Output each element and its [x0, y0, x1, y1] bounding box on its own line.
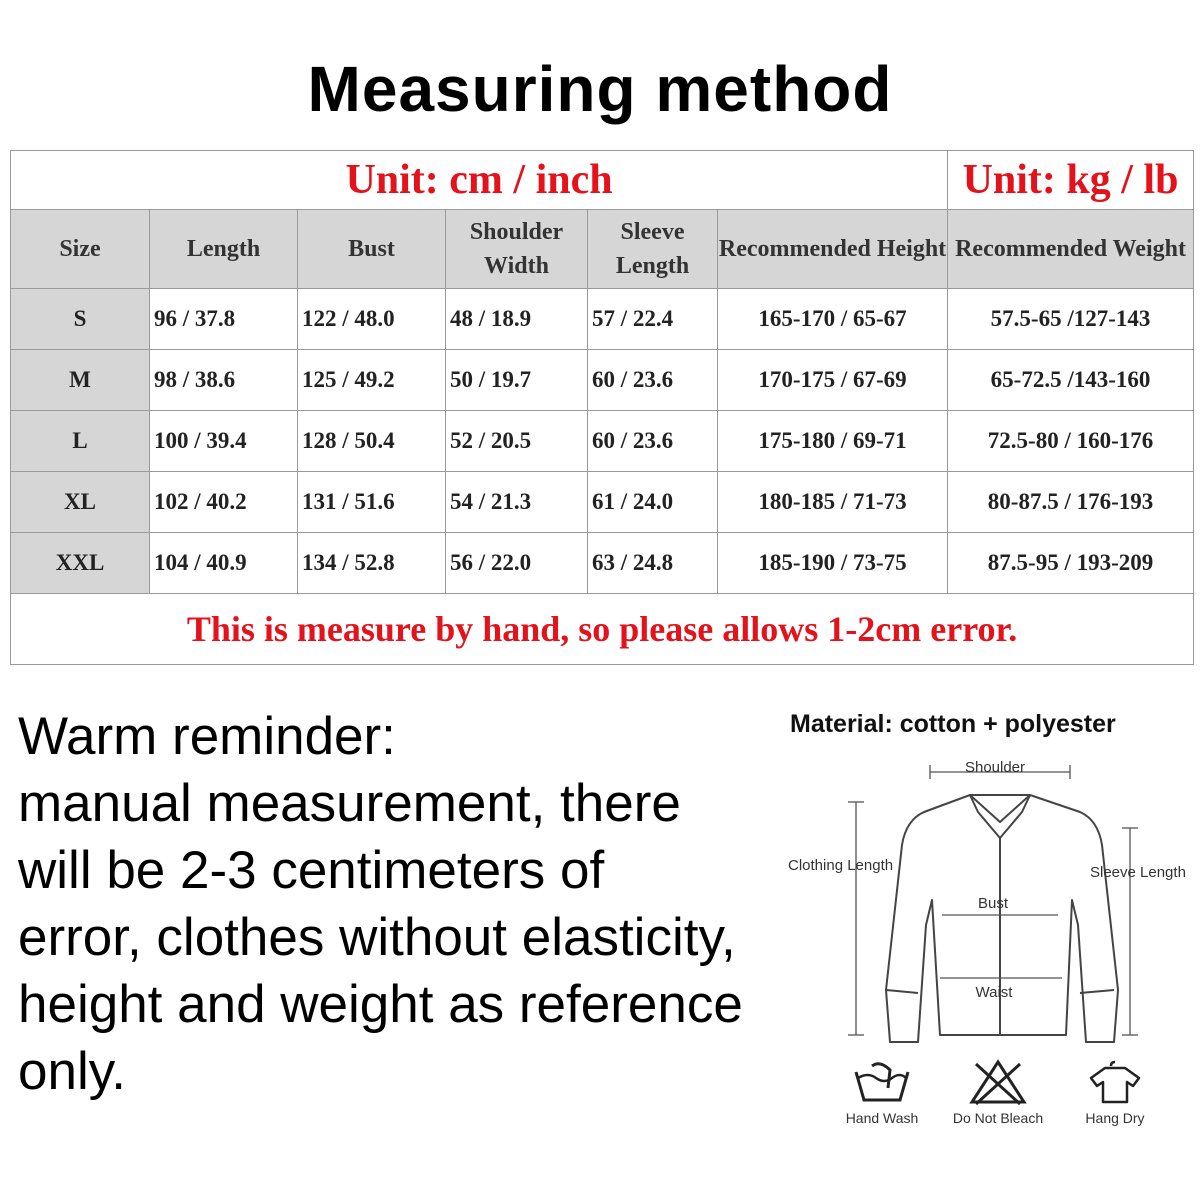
- shoulder-cell: 54 / 21.3: [446, 472, 588, 533]
- unit-measure: Unit: cm / inch: [11, 151, 948, 210]
- size-chart-table: [10, 150, 1194, 665]
- error-note-row: [11, 594, 1194, 665]
- care-do-not-bleach: [938, 1058, 1058, 1126]
- diagram-label-waist: Waist: [975, 984, 1013, 1001]
- table-row: [11, 533, 1194, 594]
- column-header: Recommended Height: [718, 210, 948, 289]
- weight-cell: 87.5-95 / 193-209: [948, 533, 1194, 594]
- column-header: Bust: [298, 210, 446, 289]
- diagram-label-bust: Bust: [977, 895, 1009, 912]
- shoulder-cell: 52 / 20.5: [446, 411, 588, 472]
- table-row: [11, 289, 1194, 350]
- care-label: Hand Wash: [845, 1110, 919, 1126]
- reminder-line: will be 2-3 centimeters of: [18, 841, 605, 900]
- unit-row: [11, 151, 1194, 210]
- bust-cell: 125 / 49.2: [298, 350, 446, 411]
- height-cell: 165-170 / 65-67: [718, 289, 948, 350]
- diagram-label-sleeve-length: Sleeve Length: [1090, 864, 1186, 881]
- length-cell: 100 / 39.4: [150, 411, 298, 472]
- size-cell: XXL: [11, 533, 150, 594]
- sleeve-cell: 60 / 23.6: [588, 350, 718, 411]
- care-hand-wash: [822, 1058, 942, 1126]
- weight-cell: 57.5-65 /127-143: [948, 289, 1194, 350]
- material-label: Material: cotton + polyester: [790, 710, 1116, 738]
- table-row: [11, 472, 1194, 533]
- height-cell: 185-190 / 73-75: [718, 533, 948, 594]
- length-cell: 102 / 40.2: [150, 472, 298, 533]
- care-hang-dry: [1055, 1058, 1175, 1126]
- length-cell: 98 / 38.6: [150, 350, 298, 411]
- weight-cell: 72.5-80 / 160-176: [948, 411, 1194, 472]
- diagram-label-shoulder: Shoulder: [964, 759, 1026, 776]
- column-header: Size: [11, 210, 150, 289]
- shoulder-cell: 48 / 18.9: [446, 289, 588, 350]
- column-header: Recommended Weight: [948, 210, 1194, 289]
- size-cell: XL: [11, 472, 150, 533]
- column-header: Sleeve Length: [588, 210, 718, 289]
- height-cell: 170-175 / 67-69: [718, 350, 948, 411]
- height-cell: 175-180 / 69-71: [718, 411, 948, 472]
- reminder-line: only.: [18, 1042, 127, 1101]
- hand-wash-icon: [850, 1058, 914, 1106]
- bust-cell: 131 / 51.6: [298, 472, 446, 533]
- reminder-line: manual measurement, there: [18, 774, 681, 833]
- reminder-line: error, clothes without elasticity,: [18, 908, 736, 967]
- height-cell: 180-185 / 71-73: [718, 472, 948, 533]
- shoulder-cell: 50 / 19.7: [446, 350, 588, 411]
- length-cell: 96 / 37.8: [150, 289, 298, 350]
- do-not-bleach-icon: [966, 1058, 1030, 1106]
- bust-cell: 122 / 48.0: [298, 289, 446, 350]
- header-row: [11, 210, 1194, 289]
- warm-reminder: [18, 703, 788, 1105]
- column-header: Length: [150, 210, 298, 289]
- reminder-line: height and weight as reference: [18, 975, 743, 1034]
- page-title: Measuring method: [307, 53, 893, 125]
- reminder-heading: Warm reminder:: [18, 707, 396, 766]
- weight-cell: 80-87.5 / 176-193: [948, 472, 1194, 533]
- size-cell: S: [11, 289, 150, 350]
- unit-weight: Unit: kg / lb: [948, 151, 1194, 210]
- care-label: Hang Dry: [1085, 1110, 1145, 1126]
- shirt-outline-icon: [886, 795, 1118, 1042]
- sleeve-cell: 63 / 24.8: [588, 533, 718, 594]
- hang-dry-icon: [1083, 1058, 1147, 1106]
- sleeve-cell: 61 / 24.0: [588, 472, 718, 533]
- weight-cell: 65-72.5 /143-160: [948, 350, 1194, 411]
- shoulder-cell: 56 / 22.0: [446, 533, 588, 594]
- sleeve-cell: 60 / 23.6: [588, 411, 718, 472]
- size-cell: M: [11, 350, 150, 411]
- diagram-label-clothing-length: Clothing Length: [788, 857, 894, 874]
- bust-cell: 128 / 50.4: [298, 411, 446, 472]
- care-label: Do Not Bleach: [952, 1110, 1044, 1126]
- bust-cell: 134 / 52.8: [298, 533, 446, 594]
- column-header: Shoulder Width: [446, 210, 588, 289]
- size-cell: L: [11, 411, 150, 472]
- table-row: [11, 411, 1194, 472]
- error-note: This is measure by hand, so please allows 1-2cm error.: [11, 594, 1194, 665]
- length-cell: 104 / 40.9: [150, 533, 298, 594]
- sleeve-cell: 57 / 22.4: [588, 289, 718, 350]
- table-row: [11, 350, 1194, 411]
- shirt-measurement-diagram: [780, 750, 1200, 1050]
